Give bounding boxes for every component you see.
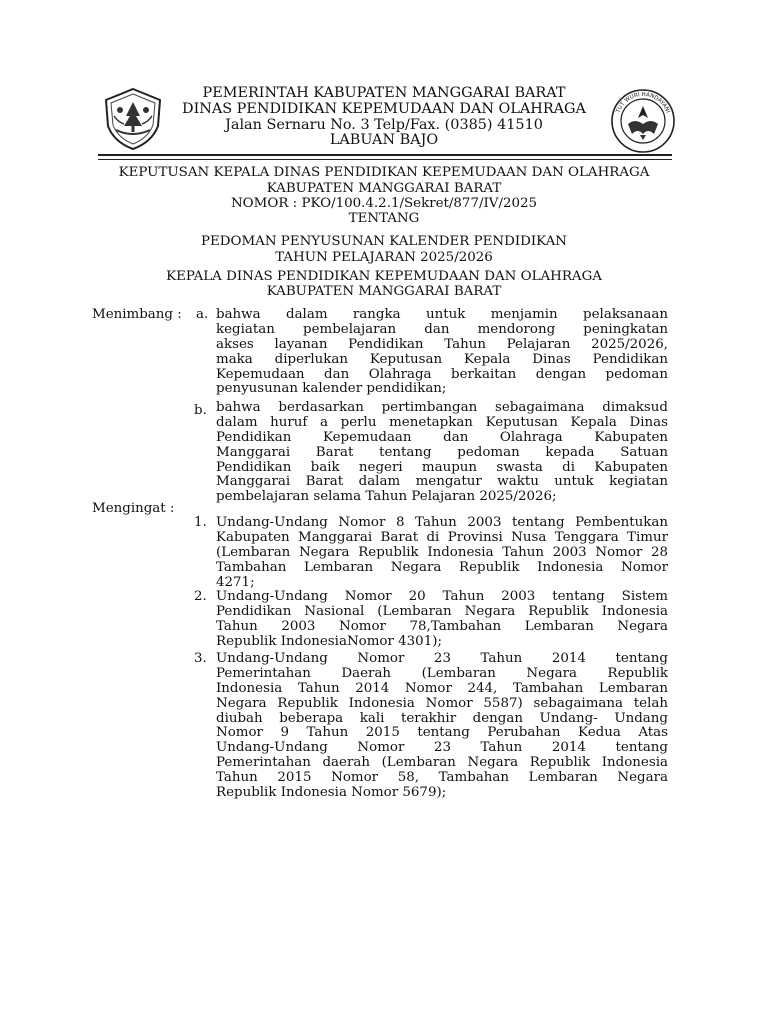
- text-line: Undang-Undang Nomor 23 Tahun 2014 tentang: [216, 740, 668, 756]
- tentang-heading: TENTANG: [348, 211, 420, 226]
- mengingat-marker-1: 1.: [194, 515, 207, 530]
- letterhead: [0, 86, 768, 149]
- text-line: bahwa dalam rangka untuk menjamin pelaksanaan: [216, 307, 668, 322]
- text-line: Pendidikan Kepemudaan dan Olahraga Kabupaten: [216, 429, 668, 445]
- emblem-motto: TUT WURI HANDAYANI: [615, 91, 671, 114]
- issuing-official-line1: KEPALA DINAS PENDIDIKAN KEPEMUDAAN DAN OLAHRAGA: [166, 269, 602, 284]
- menimbang-item-b: [216, 401, 668, 505]
- text-line: kegiatan pembelajaran dan mendorong peningkatan: [216, 321, 668, 337]
- text-line: Undang-Undang Nomor 23 Tahun 2014 tentang: [216, 651, 668, 666]
- text-line: maka diperlukan Keputusan Kepala Dinas Pendidikan: [216, 351, 668, 367]
- mengingat-item-2: [216, 590, 668, 650]
- text-line: Republik IndonesiaNomor 4301);: [216, 633, 442, 649]
- text-line: Nomor 9 Tahun 2015 tentang Perubahan Kedua Atas: [216, 725, 668, 741]
- menimbang-marker-a: a.: [196, 307, 209, 322]
- text-line: Undang-Undang Nomor 20 Tahun 2003 tentang Sistem: [216, 589, 668, 604]
- text-line: (Lembaran Negara Republik Indonesia Tahun 2003 Nomor 28: [216, 544, 668, 560]
- decree-title-line1: KEPUTUSAN KEPALA DINAS PENDIDIKAN KEPEMUDAAN DAN OLAHRAGA: [118, 165, 650, 180]
- text-line: penyusunan kalender pendidikan;: [216, 381, 447, 397]
- decree-title-line2: KABUPATEN MANGGARAI BARAT: [266, 180, 502, 196]
- letterhead-rule-thin: [98, 159, 672, 160]
- text-line: Pendidikan baik negeri maupun swasta di Kabupaten: [216, 459, 668, 475]
- menimbang-marker-b: b.: [194, 403, 207, 418]
- decree-subject-line1: PEDOMAN PENYUSUNAN KALENDER PENDIDIKAN: [200, 234, 568, 249]
- decree-number: NOMOR : PKO/100.4.2.1/Sekret/877/IV/2025: [230, 196, 538, 211]
- text-line: akses layanan Pendidikan Tahun Pelajaran 2025/2026,: [216, 336, 668, 352]
- decree-subject: [0, 234, 768, 265]
- text-line: Manggarai Barat tentang pedoman kepada Satuan: [216, 444, 668, 460]
- letterhead-rule-thick: [98, 154, 672, 156]
- text-line: Republik Indonesia Nomor 5679);: [216, 785, 447, 801]
- decree-title: [0, 165, 768, 212]
- letterhead-address: Jalan Sernaru No. 3 Telp/Fax. (0385) 41510: [225, 116, 543, 133]
- letterhead-agency: DINAS PENDIDIKAN KEPEMUDAAN DAN OLAHRAGA: [182, 100, 586, 117]
- letterhead-government: PEMERINTAH KABUPATEN MANGGARAI BARAT: [202, 85, 566, 101]
- letterhead-city: LABUAN BAJO: [329, 132, 439, 149]
- text-line: Tahun 2003 Nomor 78,Tambahan Lembaran Negara: [216, 618, 668, 634]
- text-line: dalam huruf a perlu menetapkan Keputusan Kepala Dinas: [216, 414, 668, 430]
- text-line: Pemerintahan daerah (Lembaran Negara Republik Indonesia: [216, 755, 668, 771]
- text-line: Pemerintahan Daerah (Lembaran Negara Republik: [216, 665, 668, 681]
- text-line: Pendidikan Nasional (Lembaran Negara Republik Indonesia: [216, 603, 668, 619]
- text-line: Kabupaten Manggarai Barat di Provinsi Nusa Tenggara Timur: [216, 529, 668, 545]
- menimbang-item-a: [216, 308, 668, 397]
- text-line: Negara Republik Indonesia Nomor 5587) sebagaimana telah: [216, 695, 668, 711]
- text-line: Indonesia Tahun 2014 Nomor 244, Tambahan Lembaran: [216, 680, 668, 696]
- issuing-official: [0, 270, 768, 300]
- text-line: Tahun 2015 Nomor 58, Tambahan Lembaran Negara: [216, 770, 668, 786]
- text-line: 4271;: [216, 574, 255, 590]
- mengingat-item-3: [216, 652, 668, 801]
- text-line: bahwa berdasarkan pertimbangan sebagaimana dimaksud: [216, 400, 668, 415]
- decree-subject-line2: TAHUN PELAJARAN 2025/2026: [275, 249, 493, 265]
- issuing-official-line2: KABUPATEN MANGGARAI BARAT: [266, 283, 502, 299]
- menimbang-label: Menimbang :: [92, 307, 182, 322]
- mengingat-marker-2: 2.: [194, 589, 207, 604]
- text-line: Kepemudaan dan Olahraga berkaitan dengan pedoman: [216, 366, 668, 382]
- text-line: pembelajaran selama Tahun Pelajaran 2025/2026;: [216, 489, 557, 505]
- text-line: diubah beberapa kali terakhir dengan Undang- Undang: [216, 710, 668, 726]
- mengingat-marker-3: 3.: [194, 651, 207, 666]
- text-line: Undang-Undang Nomor 8 Tahun 2003 tentang Pembentukan: [216, 515, 668, 530]
- mengingat-item-1: [216, 516, 668, 590]
- text-line: Manggarai Barat dalam mengatur waktu untuk kegiatan: [216, 474, 668, 490]
- text-line: Tambahan Lembaran Negara Republik Indonesia Nomor: [216, 559, 668, 575]
- mengingat-label: Mengingat :: [92, 501, 175, 516]
